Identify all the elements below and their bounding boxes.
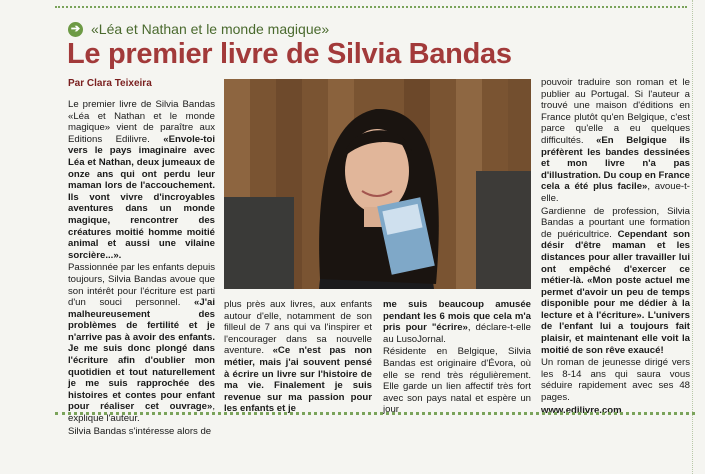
col3-bold: me suis beaucoup amusée pendant les 6 mois que cela m'a pris pour "écrire»	[383, 299, 531, 334]
col1-p2-plain: Passionnée par les enfants depuis toujours, Silvia Bandas avoue que son intérêt pour l'écriture est parti d'un souci personnel.	[68, 262, 215, 309]
kicker-text: «Léa et Nathan et le monde magique»	[91, 21, 330, 37]
col4-p1-tail: , avoue-t-elle.	[541, 181, 690, 204]
col1-paragraph-2	[68, 262, 215, 424]
col1-p1-bold: «Envole-toi vers le pays imaginaire avec Léa et Nathan, deux jumeaux de onze ans qui ont perdu leur maman lors de l'accouchement. Ils vont vivre d'incroyables aventures dans un monde magique, rencontrer des créatures moitié homme moitié animal et aussi une vilaine sorcière...».	[68, 133, 215, 261]
col2-bold: «Ce n'est pas non métier, mais j'ai souvent pensé à écrire un livre sur l'histoire de ma vie. Finalement je suis revenue sur ma passion pour les enfants et je	[224, 345, 373, 415]
author-photo-illustration	[224, 79, 531, 289]
col4-paragraph-2	[541, 206, 690, 357]
arrow-right-circle-icon: ➔	[68, 22, 83, 37]
col4-p1-bold: «En Belgique ils préfèrent les bandes dessinées et mon livre n'a pas d'illustration. Du coup en France cela a été plus facile»	[541, 134, 690, 193]
byline: Par Clara Teixeira	[68, 78, 152, 89]
column-4	[541, 77, 690, 417]
col1-p2-bold: «J'ai malheureusement des problèmes de fertilité et je n'arrive pas à avoir des enfants. Je me suis donc plongé dans l'écriture afin d'oublier mon quotidien et tout naturellement je me suis rapprochée des histoires et contes pour enfant pour réaliser cet ouvrage»	[68, 297, 215, 413]
headline: Le premier livre de Silvia Bandas	[67, 38, 512, 70]
column-2	[224, 299, 372, 416]
column-3	[383, 299, 531, 417]
col4-p2-plain: Gardienne de profession, Silvia Bandas a pourtant une formation de puéricultrice.	[541, 205, 690, 240]
col1-paragraph-3: Silvia Bandas s'intéresse alors de	[68, 425, 212, 437]
col4-paragraph-3: Un roman de jeunesse dirigé vers les 8-14 ans qui saura vous séduire rapidement avec ses 48 pages.	[541, 357, 690, 404]
right-edge-rule	[692, 0, 699, 474]
author-photo	[224, 79, 531, 289]
col1-paragraph-1	[68, 99, 215, 261]
col4-p2-bold: Cependant son désir d'être maman et les distances pour aller travailler lui ont empêché d'exercer ce métier-là. «Mon poste actuel me permet d'avoir un peu de temps disponible pour me dédier à la lecture et à l'écriture». L'univers de l'enfant lui a toujours fait plaisir, et maintenant elle voit la moitié de son rêve exaucé!	[541, 228, 691, 356]
col4-p1-plain: pouvoir traduire son roman et le publier au Portugal. Si l'auteur a trouvé une maison d'éditions en France plutôt qu'en Belgique, c'est parce qu'elle a eu quelques difficultés.	[541, 77, 690, 146]
col4-paragraph-1	[541, 77, 690, 205]
kicker	[68, 21, 329, 37]
col2-plain: plus près aux livres, aux enfants autour d'elle, notamment de son filleul de 7 ans qui va l'inspirer et l'encourager dans sa nouvelle aventure.	[224, 299, 372, 357]
col1-p1-plain: Le premier livre de Silvia Bandas «Léa et Nathan et le monde magique» vient de paraître aux Editions Edilivre.	[68, 99, 215, 145]
col3-paragraph-2: Résidente en Belgique, Silvia Bandas est originaire d'Évora, où elle se rend très régulièrement. Elle garde un lien affectif très fort avec son pays natal et espère un jour	[383, 346, 531, 416]
top-dotted-rule	[55, 6, 687, 8]
bottom-dotted-rule	[55, 412, 695, 415]
column-1	[68, 99, 215, 438]
col1-p2-tail: , explique l'auteur.	[68, 401, 215, 425]
col3-paragraph-1	[383, 299, 531, 345]
col3-plain: , déclare-t-elle au LusoJornal.	[383, 322, 531, 345]
website-link[interactable]: www.edilivre.com	[541, 404, 622, 416]
col2-paragraph	[224, 299, 372, 415]
